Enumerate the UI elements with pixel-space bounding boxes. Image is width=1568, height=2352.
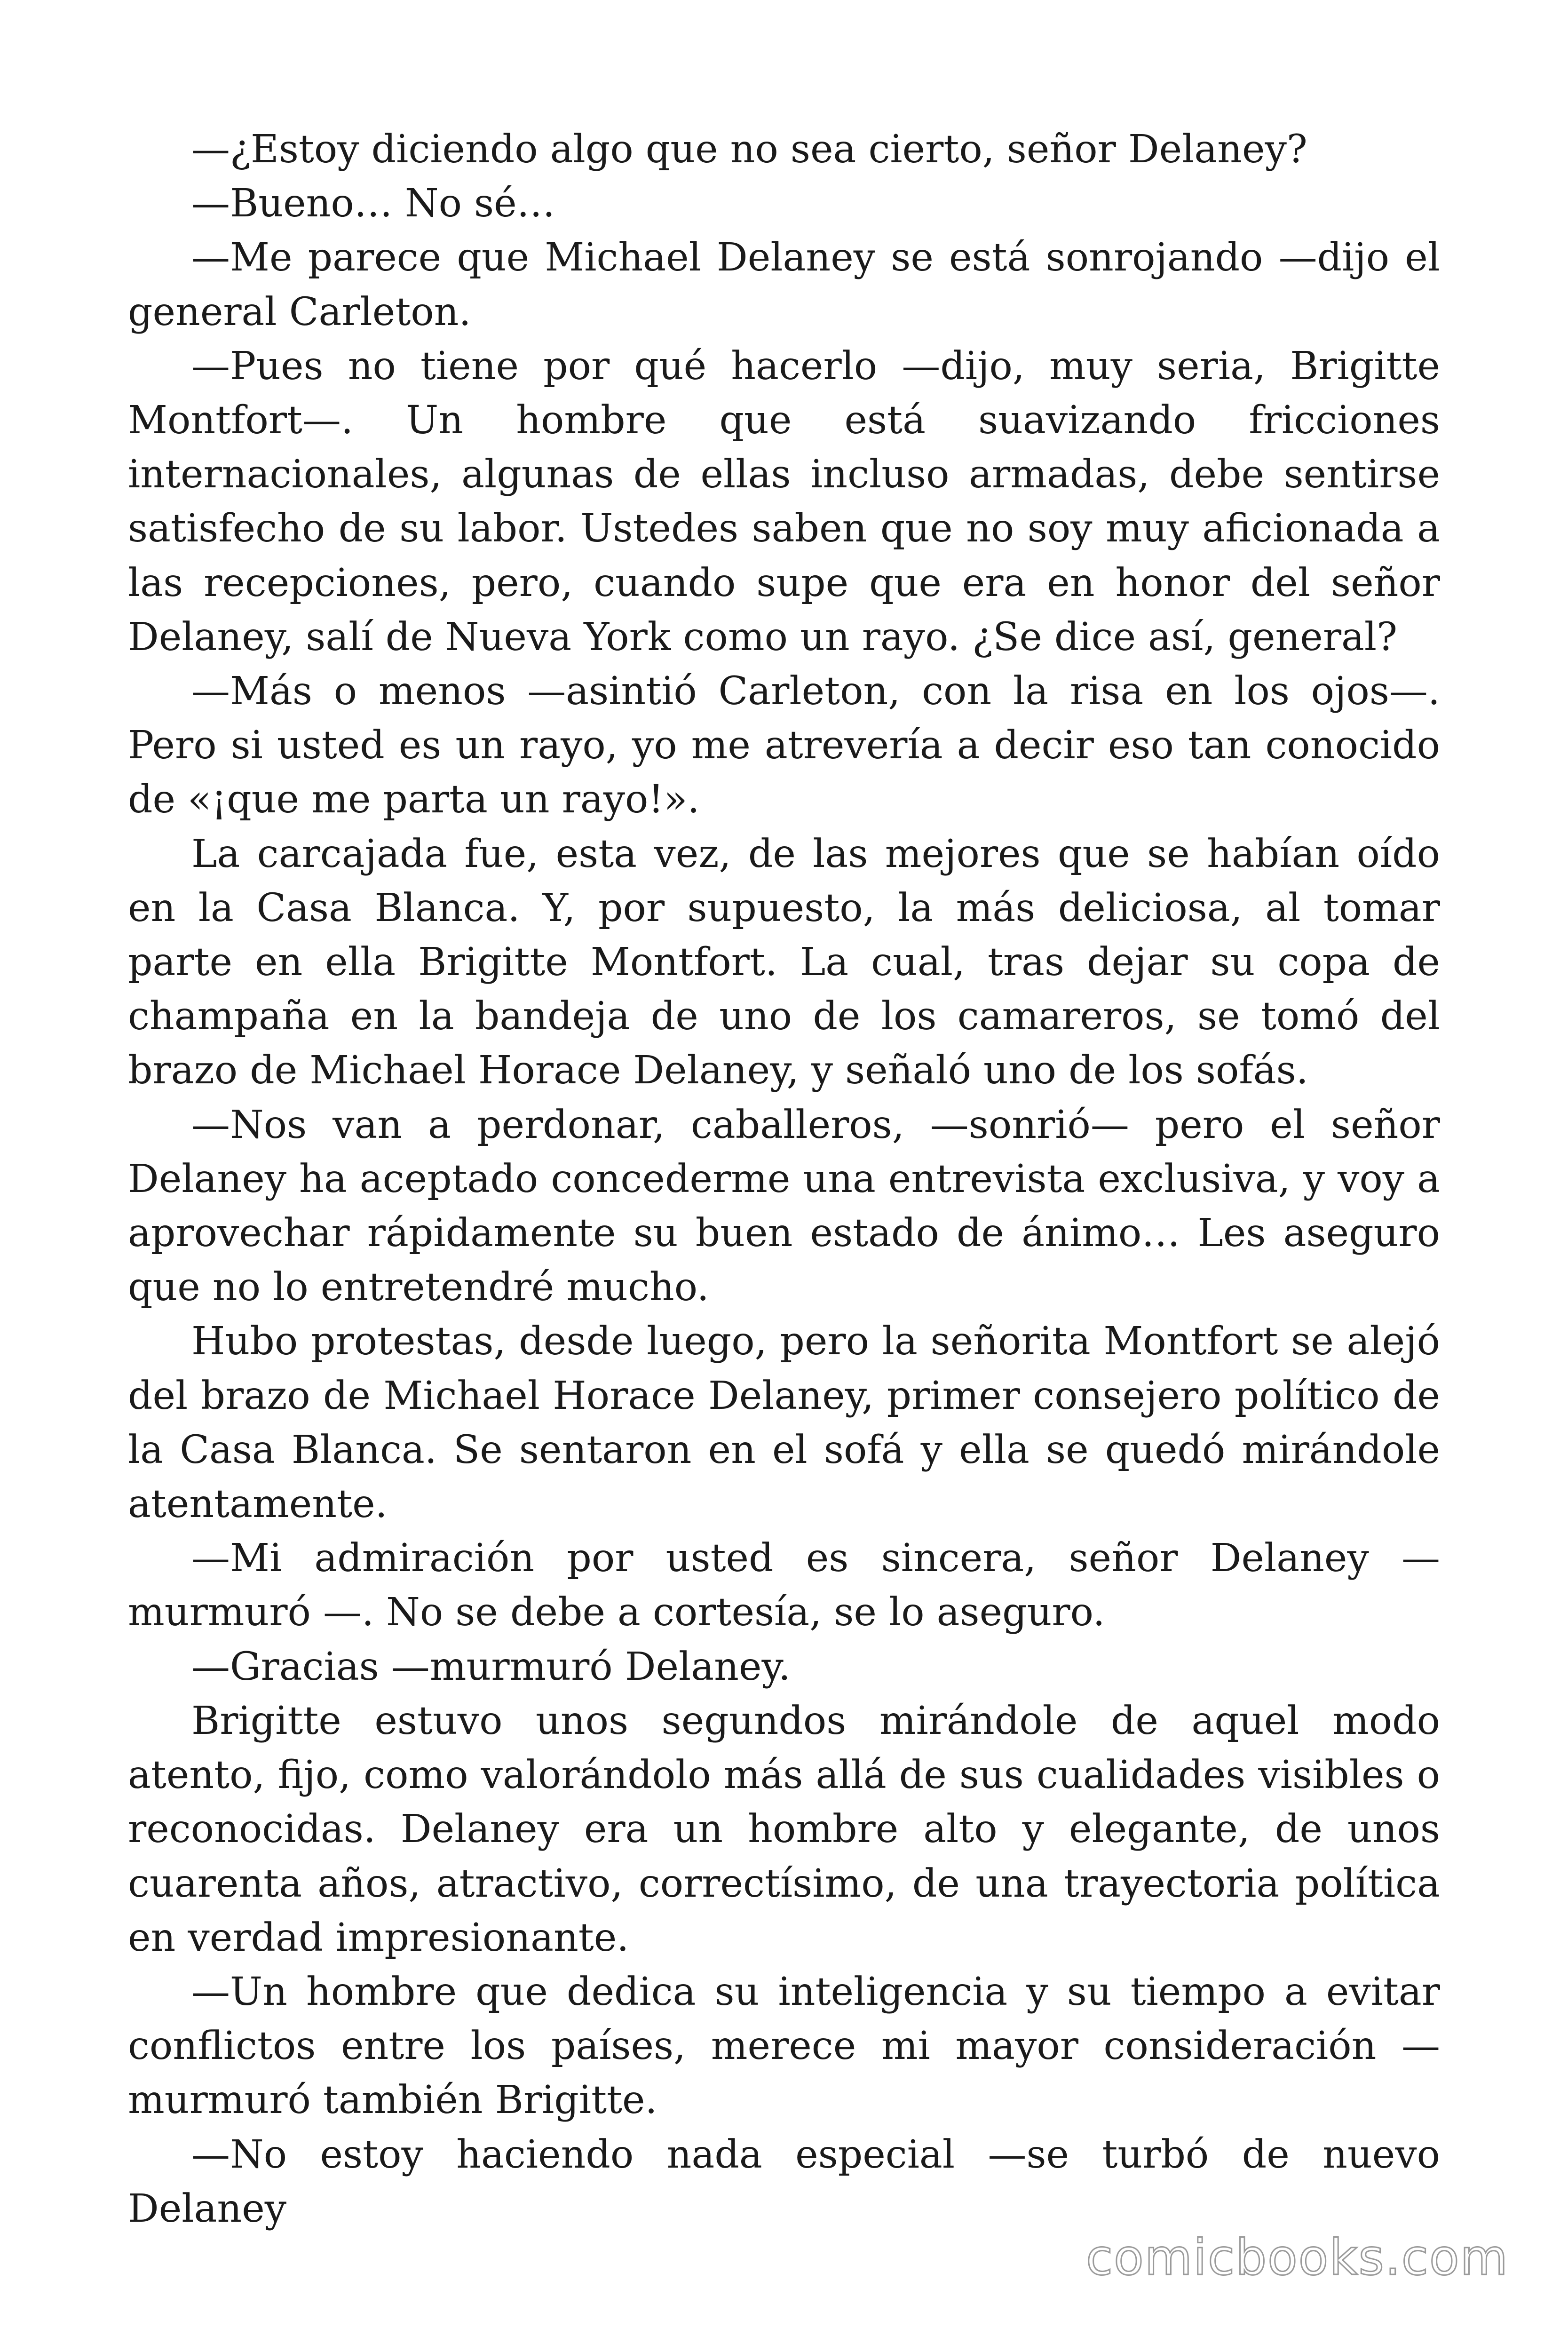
paragraph: —Bueno… No sé… [191,181,555,226]
paragraph: —Mi admiración por usted es sincera, señor Delaney —murmuró —. No se debe a cortesía, se lo aseguro. [128,1536,1440,1635]
paragraph: —Un hombre que dedica su inteligencia y su tiempo a evitar conflictos entre los países, merece mi mayor consideración — murmuró también Brigitte. [128,1969,1440,2123]
paragraph: —No estoy haciendo nada especial —se turbó de nuevo Delaney [128,2132,1440,2231]
paragraph: La carcajada fue, esta vez, de las mejores que se habían oído en la Casa Blanca. Y, por supuesto, la más deliciosa, al tomar parte en ella Brigitte Montfort. La cual, tras dejar su copa de champaña en la bandeja de uno de los camareros, se tomó del brazo de Michael Horace Delaney, y señaló uno de los sofás. [128,831,1440,1093]
paragraph: —Me parece que Michael Delaney se está sonrojando —dijo el general Carleton. [128,235,1440,334]
paragraph: —¿Estoy diciendo algo que no sea cierto, señor Delaney? [191,127,1307,172]
paragraph: —Pues no tiene por qué hacerlo —dijo, muy seria, Brigitte Montfort—. Un hombre que está suavizando fricciones internacionales, algunas de ellas incluso armadas, debe sentirse satisfecho de su labor. Ustedes saben que no soy muy aficionada a las recepciones, pero, cuando supe que era en honor del señor Delaney, salí de Nueva York como un rayo. ¿Se dice así, general? [128,343,1440,660]
paragraph: Hubo protestas, desde luego, pero la señorita Montfort se alejó del brazo de Michael Horace Delaney, primer consejero político de la Casa Blanca. Se sentaron en el sofá y ella se quedó mirándole atentamente. [128,1319,1440,1527]
paragraph: —Nos van a perdonar, caballeros, —sonrió— pero el señor Delaney ha aceptado concederme una entrevista exclusiva, y voy a aprovechar rápidamente su buen estado de ánimo… Les aseguro que no lo entretendré mucho. [128,1102,1440,1310]
watermark-text: comicbooks.com [1085,2229,1509,2286]
paragraph: —Más o menos —asintió Carleton, con la risa en los ojos—. Pero si usted es un rayo, yo me atrevería a decir eso tan conocido de «¡que me parta un rayo!». [128,669,1440,822]
body-text [128,122,1440,2236]
paragraph: Brigitte estuvo unos segundos mirándole de aquel modo atento, fijo, como valorándolo más allá de sus cualidades visibles o reconocidas. Delaney era un hombre alto y elegante, de unos cuarenta años, atractivo, correctísimo, de una trayectoria política en verdad impresionante. [128,1698,1440,1960]
paragraph: —Gracias —murmuró Delaney. [191,1644,791,1689]
